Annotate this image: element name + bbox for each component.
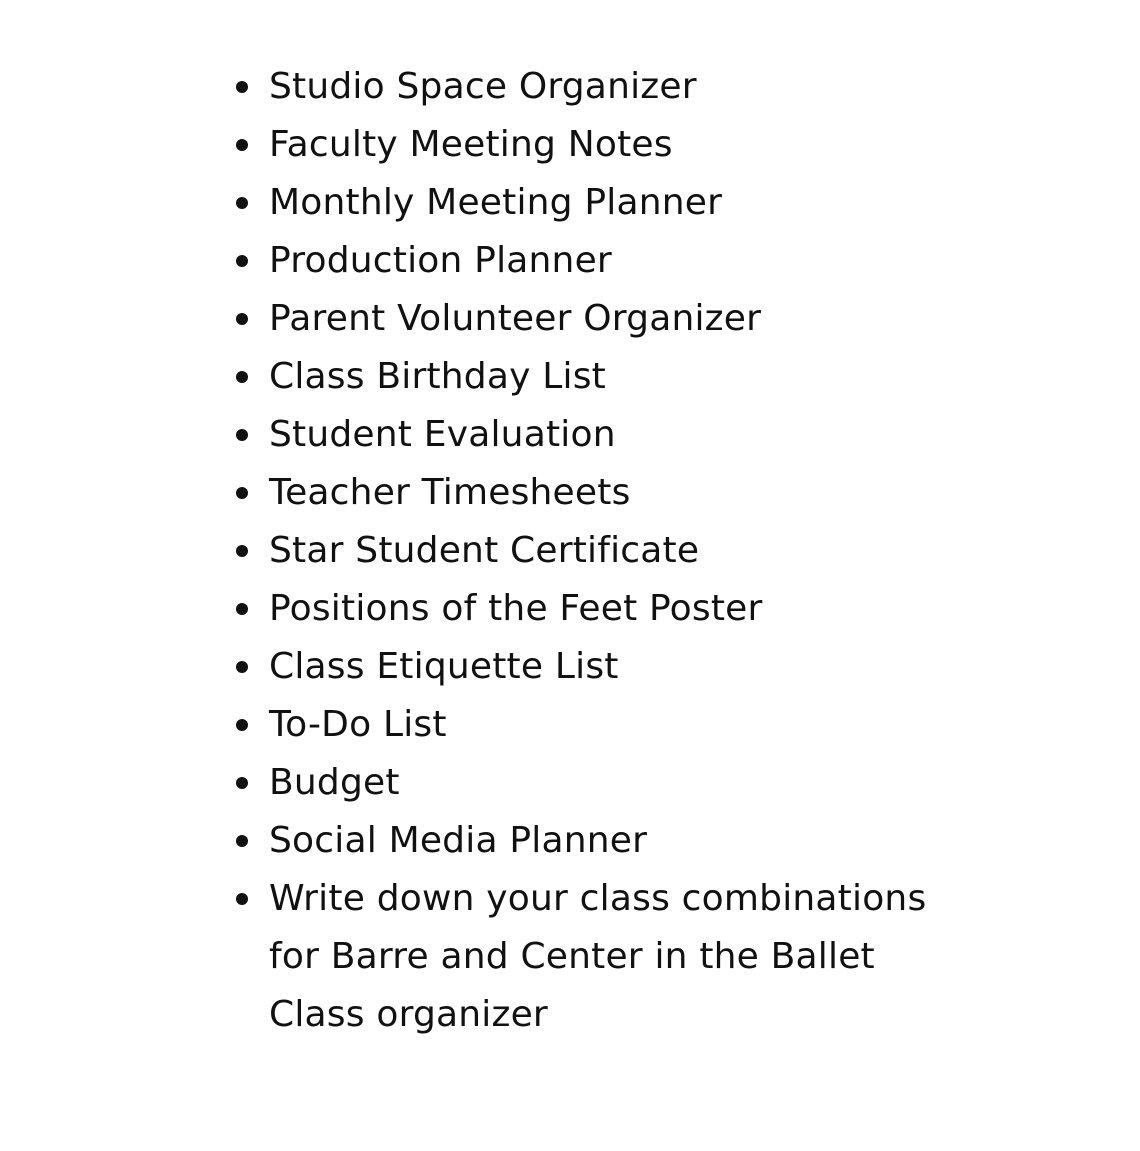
list-item [236,58,956,116]
list-item [236,580,956,638]
list-item-text: Parent Volunteer Organizer [269,298,762,339]
list-item-text: Teacher Timesheets [269,472,631,513]
bullet-icon [236,487,248,499]
list-item [236,464,956,522]
bullet-icon [236,777,248,789]
bullet-icon [236,603,248,615]
list-item-text: To-Do List [269,704,447,745]
list-item-text: Studio Space Organizer [269,66,697,107]
bullet-icon [236,893,248,905]
list-item [236,754,956,812]
bullet-icon [236,139,248,151]
feature-list [236,58,956,1044]
bullet-icon [236,371,248,383]
list-item-text: Student Evaluation [269,414,616,455]
bullet-icon [236,835,248,847]
list-item-text: Positions of the Feet Poster [269,588,763,629]
list-item-text: Social Media Planner [269,820,648,861]
list-item-text: Faculty Meeting Notes [269,124,673,165]
list-item [236,174,956,232]
list-item [236,406,956,464]
list-item-text: Budget [269,762,400,803]
list-item [236,290,956,348]
list-item-text: Write down your class combinations for Barre and Center in the Ballet Class organizer [269,878,927,1035]
list-item [236,812,956,870]
bullet-icon [236,197,248,209]
list-item-text: Class Etiquette List [269,646,619,687]
list-item [236,696,956,754]
list-item-text: Star Student Certificate [269,530,700,571]
list-item [236,870,956,1044]
bullet-icon [236,719,248,731]
bullet-icon [236,81,248,93]
list-item [236,116,956,174]
list-item-text: Production Planner [269,240,612,281]
list-item [236,638,956,696]
bullet-icon [236,255,248,267]
list-item-text: Class Birthday List [269,356,606,397]
bullet-icon [236,661,248,673]
bullet-icon [236,429,248,441]
list-item [236,348,956,406]
list-item [236,522,956,580]
bullet-icon [236,313,248,325]
list-item [236,232,956,290]
bullet-icon [236,545,248,557]
list-item-text: Monthly Meeting Planner [269,182,723,223]
